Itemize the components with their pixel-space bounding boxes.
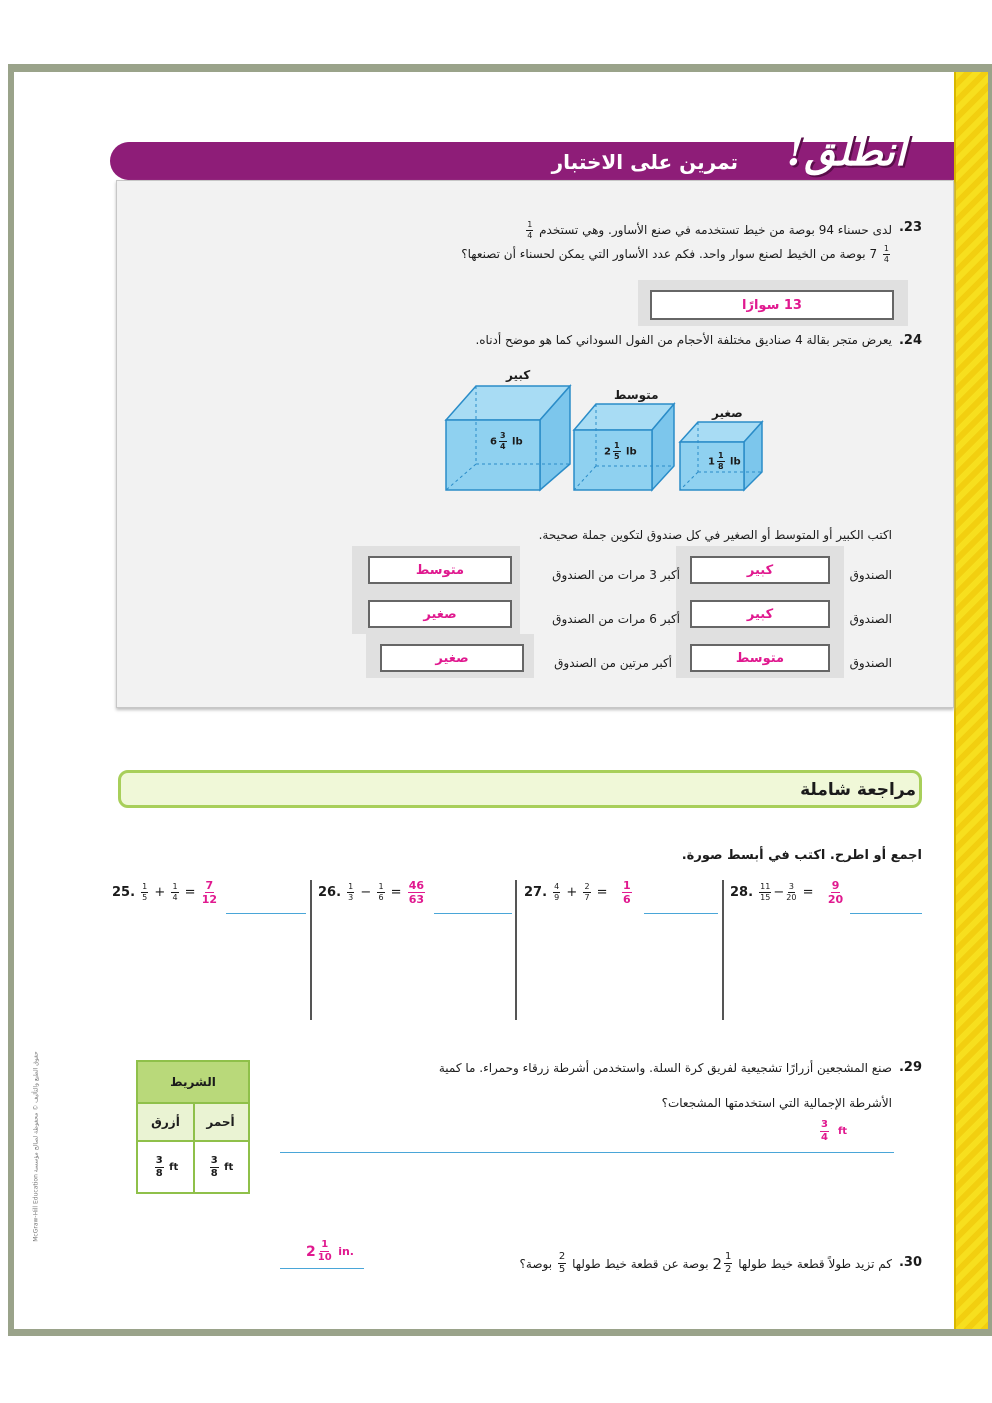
- q29-line2: الأشرطة الإجمالية التي استخدمتها المشجعات؟: [661, 1096, 892, 1110]
- medium-box-weight: 2 $\frac{1}{5}$ lb: [604, 441, 637, 461]
- q24-row1-first-box[interactable]: كبير: [690, 556, 830, 584]
- ribbon-table-col-blue: أزرق: [138, 1104, 193, 1142]
- divider-1: [310, 880, 312, 1020]
- problem-26-answer: $\frac{46}{63}$: [408, 879, 425, 906]
- q24-row2-prefix: الصندوق: [849, 612, 892, 626]
- divider-3: [722, 880, 724, 1020]
- q24-number: 24.: [898, 333, 922, 348]
- go-logo: انطلق!: [786, 128, 906, 175]
- q23-number: 23.: [898, 220, 922, 235]
- q29-number: 29.: [898, 1060, 922, 1075]
- problem-28-answer: $\frac{9}{20}$: [827, 879, 844, 906]
- q23-frac2: $\frac{1}{4}$: [883, 244, 889, 264]
- problem-25-answer: $\frac{7}{12}$: [201, 879, 218, 906]
- problem-26: 26. $\frac{1}{3}$ − $\frac{1}{6}$ = $\frac{46}{63}$: [318, 879, 425, 906]
- q23-frac1: $\frac{1}{4}$: [527, 220, 533, 240]
- ribbon-table-col-red: أحمر: [193, 1104, 248, 1142]
- ribbon-table: [136, 1060, 250, 1194]
- q24-row1-middle: أكبر 3 مرات من الصندوق: [552, 568, 680, 582]
- q30-answer: 2 $\frac{1}{10}$ in.: [306, 1239, 354, 1263]
- q24-row2-second-box[interactable]: صغير: [368, 600, 512, 628]
- medium-box-label: متوسط: [614, 388, 659, 402]
- q24-row3-second-box[interactable]: صغير: [380, 644, 524, 672]
- small-box-weight: 1 $\frac{1}{8}$ lb: [708, 451, 741, 471]
- problem-27-answer-line[interactable]: [644, 913, 718, 914]
- large-box-label: كبير: [506, 368, 531, 382]
- problem-28: 28. $\frac{11}{15}$ − $\frac{3}{20}$ = $\frac{9}{20}$: [730, 879, 844, 906]
- q29-line1: صنع المشجعين أزرارًا تشجيعية لفريق كرة السلة. واستخدمن أشرطة زرقاء وحمراء. ما كمية: [438, 1061, 892, 1075]
- large-box-weight: 6 $\frac{3}{4}$ lb: [490, 431, 523, 451]
- q24-row3-prefix: الصندوق: [849, 656, 892, 670]
- problem-25-answer-line[interactable]: [226, 913, 306, 914]
- review-instruction: اجمع أو اطرح. اكتب في أبسط صورة.: [681, 848, 922, 863]
- q30-text: كم تزيد طولاً قطعة خيط طولها 2 $\frac{1}{2}$ بوصة عن قطعة خيط طولها $\frac{2}{5}$ بوصة؟: [519, 1251, 892, 1275]
- problem-26-answer-line[interactable]: [434, 913, 512, 914]
- q29-answer: $\frac{3}{4}$ ft: [821, 1119, 848, 1143]
- q23-answer-box[interactable]: 13 سوارًا: [650, 290, 894, 320]
- q30-answer-line[interactable]: [280, 1268, 364, 1269]
- q24-text: يعرض متجر بقالة 4 صناديق مختلفة الأحجام من الفول السوداني كما هو موضح أدناه.: [475, 333, 892, 347]
- ribbon-table-header: الشريط: [138, 1062, 248, 1104]
- q24-row1-prefix: الصندوق: [849, 568, 892, 582]
- banner-title: تمرين على الاختبار: [551, 150, 738, 174]
- q29-answer-line[interactable]: [280, 1152, 894, 1153]
- q23-line1: لدى حسناء 94 بوصة من خيط تستخدمه في صنع الأساور. وهي تستخدم $\frac{1}{4}$: [527, 220, 892, 240]
- problem-27-answer: $\frac{1}{6}$: [622, 879, 631, 906]
- problem-25: 25. $\frac{1}{5}$ + $\frac{1}{4}$ = $\frac{7}{12}$: [112, 879, 218, 906]
- ribbon-table-blue-value: $\frac{3}{8}$ ft: [155, 1154, 179, 1179]
- q24-row3-first-box[interactable]: متوسط: [690, 644, 830, 672]
- q30-number: 30.: [898, 1255, 922, 1270]
- problem-27: 27. $\frac{4}{9}$ + $\frac{2}{7}$ = $\frac{1}{6}$: [524, 879, 631, 906]
- q24-row2-first-box[interactable]: كبير: [690, 600, 830, 628]
- ribbon-table-red-value: $\frac{3}{8}$ ft: [210, 1154, 234, 1179]
- q24-row2-middle: أكبر 6 مرات من الصندوق: [552, 612, 680, 626]
- q23-line2: $\frac{1}{4}$ 7 بوصة من الخيط لصنع سوار واحد. فكم عدد الأساور التي يمكن لحسناء أن تصنعها؟: [461, 244, 889, 264]
- q24-row3-middle: أكبر مرتين من الصندوق: [554, 656, 672, 670]
- divider-2: [515, 880, 517, 1020]
- small-box-label: صغير: [712, 406, 743, 420]
- review-title: مراجعة شاملة: [800, 780, 916, 800]
- yellow-edge-strip: [954, 72, 988, 1329]
- q24-instruction: اكتب الكبير أو المتوسط أو الصغير في كل صندوق لتكوين جملة صحيحة.: [538, 528, 892, 542]
- copyright-credit: حقوق الطبع والتأليف © محفوظة لصالح مؤسسة McGraw-Hill Education: [32, 1051, 40, 1242]
- problem-28-answer-line[interactable]: [850, 913, 922, 914]
- q24-row1-second-box[interactable]: متوسط: [368, 556, 512, 584]
